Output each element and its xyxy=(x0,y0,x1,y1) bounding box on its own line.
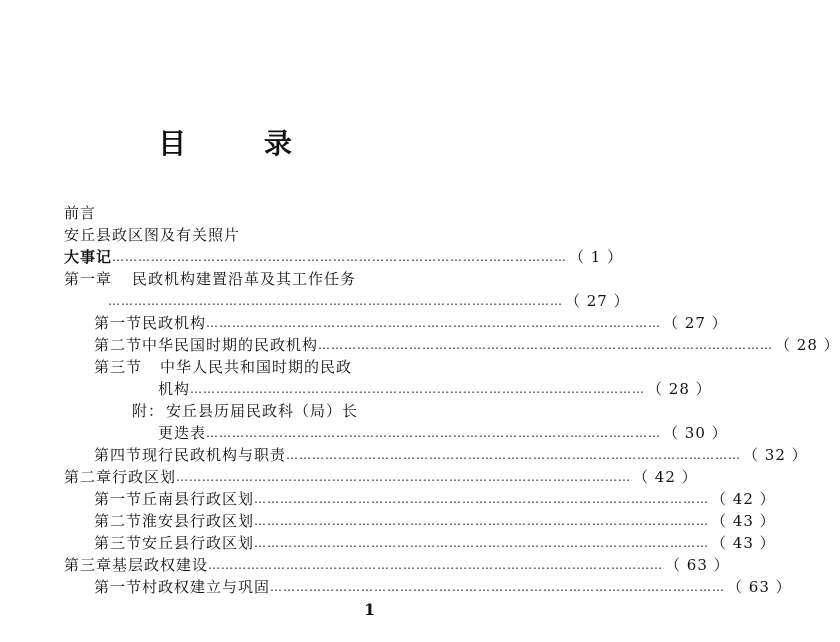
toc-entry-title: 基层政权建设 xyxy=(112,556,209,574)
toc-entry-title: 民政机构建置沿革及其工作任务 xyxy=(132,270,357,288)
toc-entry-title: 中华人民共和国时期的民政 xyxy=(160,358,353,376)
leader-dots: …………………………………………………………………………………………… xyxy=(112,250,568,264)
toc-entry-title: 行政区划 xyxy=(112,468,177,486)
toc-entry xyxy=(94,312,728,334)
toc-entry-title: 丘南县行政区划 xyxy=(142,490,255,508)
toc-entry-page: （ 42 ） xyxy=(711,490,776,508)
leader-dots: …………………………………………………………………………………………… xyxy=(254,514,710,528)
leader-dots: …………………………………………………………………………………………… xyxy=(270,580,726,594)
toc-entry-label: 第三节 xyxy=(94,358,143,376)
leader-dots: …………………………………………………………………………………………… xyxy=(176,470,632,484)
toc-entry-label: 第一节 xyxy=(94,490,143,508)
toc-entry-label: 第二章 xyxy=(64,468,113,486)
leader-dots: …………………………………………………………………………………………… xyxy=(190,382,646,396)
toc-entry-page: （ 27 ） xyxy=(565,292,630,310)
page-title: 目 录 xyxy=(158,127,326,160)
toc-entry-title: 中华民国时期的民政机构 xyxy=(142,336,319,354)
toc-entry-page: （ 43 ） xyxy=(711,512,776,530)
toc-entry-title: 安丘县行政区划 xyxy=(142,534,255,552)
toc-entry-title: 民政机构 xyxy=(142,314,207,332)
toc-entry xyxy=(64,224,240,246)
toc-entry-page: （ 28 ） xyxy=(647,380,712,398)
toc-entry xyxy=(94,334,840,356)
toc-entry-page: （ 28 ） xyxy=(775,336,840,354)
toc-entry xyxy=(94,488,776,510)
toc-entry-page: （ 32 ） xyxy=(743,446,808,464)
toc-entry xyxy=(108,290,630,312)
toc-entry-label: 安丘县政区图及有关照片 xyxy=(64,226,241,244)
leader-dots: …………………………………………………………………………………………… xyxy=(206,316,662,330)
toc-entry-label: 前言 xyxy=(64,204,97,222)
toc-entry-label: 机构 xyxy=(158,380,191,398)
toc-entry-page: （ 63 ） xyxy=(727,578,792,596)
toc-entry-title: 淮安县行政区划 xyxy=(142,512,255,530)
toc-entry-label: 更迭表 xyxy=(158,424,207,442)
toc-entry-title: 现行民政机构与职责 xyxy=(142,446,287,464)
leader-dots: …………………………………………………………………………………………… xyxy=(286,448,742,462)
page-number: 1 xyxy=(364,600,376,619)
toc-entry-label: 第一章 xyxy=(64,270,113,288)
toc-entry-page: （ 30 ） xyxy=(663,424,728,442)
toc-entry xyxy=(94,532,776,554)
toc-entry xyxy=(94,444,808,466)
toc-entry-label: 第一节 xyxy=(94,578,143,596)
toc-entry xyxy=(64,246,624,268)
toc-entry-title: 村政权建立与巩固 xyxy=(142,578,271,596)
leader-dots: …………………………………………………………………………………………… xyxy=(254,492,710,506)
toc-entry xyxy=(158,378,712,400)
toc-entry-page: （ 43 ） xyxy=(711,534,776,552)
leader-dots: …………………………………………………………………………………………… xyxy=(108,294,563,308)
leader-dots: …………………………………………………………………………………………… xyxy=(318,338,774,352)
toc-entry xyxy=(158,422,728,444)
toc-entry-title: 安丘县历届民政科（局）长 xyxy=(166,402,359,420)
toc-entry xyxy=(64,202,96,224)
toc-entry xyxy=(94,576,792,598)
leader-dots: …………………………………………………………………………………………… xyxy=(254,536,710,550)
toc-entry xyxy=(94,356,352,378)
toc-entry-label: 附： xyxy=(132,402,165,420)
toc-entry xyxy=(94,510,776,532)
toc-entry xyxy=(132,400,358,422)
toc-entry-page: （ 1 ） xyxy=(569,248,624,266)
toc-entry-label: 第四节 xyxy=(94,446,143,464)
toc-entry-label: 第一节 xyxy=(94,314,143,332)
toc-entry xyxy=(64,554,730,576)
toc-entry-page: （ 42 ） xyxy=(633,468,698,486)
toc-entry-label: 第三节 xyxy=(94,534,143,552)
toc-entry-label: 第二节 xyxy=(94,336,143,354)
toc-entry-label: 第二节 xyxy=(94,512,143,530)
toc-entry-page: （ 27 ） xyxy=(663,314,728,332)
toc-entry-page: （ 63 ） xyxy=(665,556,730,574)
leader-dots: …………………………………………………………………………………………… xyxy=(206,426,662,440)
toc-entry-label: 第三章 xyxy=(64,556,113,574)
toc-entry xyxy=(64,268,356,290)
toc-entry-label: 大事记 xyxy=(64,248,113,266)
toc-entry xyxy=(64,466,698,488)
leader-dots: …………………………………………………………………………………………… xyxy=(208,558,664,572)
